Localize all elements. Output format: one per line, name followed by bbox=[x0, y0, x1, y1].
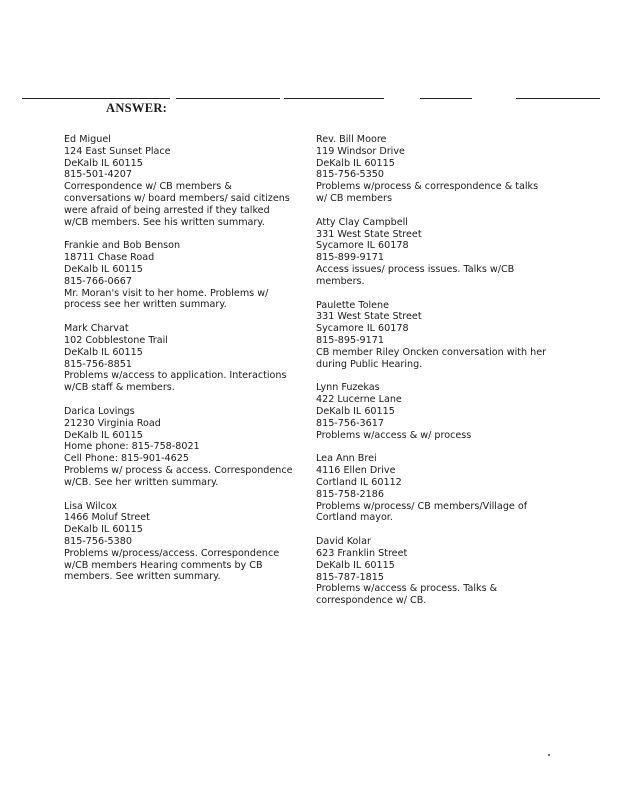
contact-note-line: Correspondence w/ CB members & bbox=[64, 181, 232, 193]
contact-name: Lynn Fuzekas bbox=[316, 382, 380, 394]
contact-note-line: Cortland mayor. bbox=[316, 512, 393, 524]
contact-name: Darica Lovings bbox=[64, 405, 135, 417]
contact-street: 422 Lucerne Lane bbox=[316, 394, 402, 406]
contact-note-line: Access issues/ process issues. Talks w/CB bbox=[316, 263, 515, 275]
contact-note-line: Problems w/ process & access. Correspondence bbox=[64, 464, 293, 476]
contact-city: DeKalb IL 60115 bbox=[64, 157, 143, 169]
contact-entry bbox=[316, 382, 561, 441]
contact-city: DeKalb IL 60115 bbox=[64, 346, 143, 358]
contact-city: DeKalb IL 60115 bbox=[64, 263, 143, 275]
contact-note-line: members. bbox=[316, 275, 365, 287]
header-rule-1 bbox=[22, 98, 170, 99]
contact-name: Paulette Tolene bbox=[316, 299, 390, 311]
contact-street: 18711 Chase Road bbox=[64, 252, 155, 264]
contact-note-line: w/CB staff & members. bbox=[64, 382, 175, 394]
contact-note-line: process see her written summary. bbox=[64, 299, 227, 311]
contact-entry bbox=[64, 406, 304, 489]
contact-note-line: Mr. Moran's visit to her home. Problems w/ bbox=[64, 287, 269, 299]
header-rule-4 bbox=[420, 98, 472, 99]
contact-name: Ed Miguel bbox=[64, 134, 111, 145]
contact-note-line: w/CB members Hearing comments by CB bbox=[64, 559, 263, 571]
contact-city: DeKalb IL 60115 bbox=[316, 157, 395, 169]
contact-entry bbox=[316, 134, 561, 205]
contact-city: DeKalb IL 60115 bbox=[316, 405, 395, 417]
contact-name: Rev. Bill Moore bbox=[316, 134, 387, 145]
contact-city: DeKalb IL 60115 bbox=[316, 559, 395, 571]
contact-note-line: Problems w/access to application. Interactions bbox=[64, 370, 287, 382]
contact-entry bbox=[64, 134, 304, 228]
contact-phone: 815-756-5380 bbox=[64, 535, 132, 547]
contact-name: Atty Clay Campbell bbox=[316, 216, 408, 228]
contact-note-line: w/CB members. See his written summary. bbox=[64, 216, 265, 228]
contact-entry bbox=[64, 501, 304, 584]
header-rule-5 bbox=[516, 98, 600, 99]
contact-phone: 815-895-9171 bbox=[316, 334, 384, 346]
contact-street: 124 East Sunset Place bbox=[64, 145, 171, 157]
contact-phone: 815-899-9171 bbox=[316, 252, 384, 264]
contact-city: Sycamore IL 60178 bbox=[316, 323, 409, 335]
right-column bbox=[316, 134, 561, 619]
contact-note-line: Problems w/process & correspondence & talks bbox=[316, 181, 539, 193]
contact-note-line: were afraid of being arrested if they talked bbox=[64, 204, 270, 216]
contact-street: 1466 Moluf Street bbox=[64, 512, 150, 524]
header-rule-2 bbox=[176, 98, 280, 99]
contact-note-line: Problems w/process/access. Correspondence bbox=[64, 547, 280, 559]
contact-entry bbox=[316, 453, 561, 524]
contact-name: Lea Ann Brei bbox=[316, 453, 377, 465]
contact-phone: 815-758-2186 bbox=[316, 488, 384, 500]
contact-name: Lisa Wilcox bbox=[64, 500, 118, 512]
contact-street: 102 Cobblestone Trail bbox=[64, 334, 168, 346]
contact-note-line: Problems w/access & process. Talks & bbox=[316, 583, 498, 595]
contact-city: Cortland IL 60112 bbox=[316, 476, 402, 488]
contact-note-line: during Public Hearing. bbox=[316, 358, 423, 370]
contact-street: 331 West State Street bbox=[316, 228, 422, 240]
contact-phone: 815-766-0667 bbox=[64, 275, 132, 287]
contact-phone: Cell Phone: 815-901-4625 bbox=[64, 453, 189, 465]
contact-entry bbox=[64, 240, 304, 311]
contact-street: 623 Franklin Street bbox=[316, 547, 408, 559]
contact-name: Mark Charvat bbox=[64, 323, 129, 335]
contact-note-line: Problems w/process/ CB members/Village of bbox=[316, 500, 528, 512]
contact-street: 21230 Virginia Road bbox=[64, 417, 161, 429]
contact-street: 331 West State Street bbox=[316, 311, 422, 323]
contact-entry bbox=[64, 323, 304, 394]
contact-note-line: CB member Riley Oncken conversation with her bbox=[316, 346, 547, 358]
contact-note-line: correspondence w/ CB. bbox=[316, 595, 427, 607]
contact-city: DeKalb IL 60115 bbox=[64, 429, 143, 441]
contact-note-line: w/ CB members bbox=[316, 192, 392, 204]
contact-phone: Home phone: 815-758-8021 bbox=[64, 441, 200, 453]
left-column bbox=[64, 134, 304, 595]
contact-note-line: conversations w/ board members/ said citizens bbox=[64, 192, 290, 204]
contact-name: David Kolar bbox=[316, 536, 371, 548]
header-rule-3 bbox=[284, 98, 384, 99]
contact-name: Frankie and Bob Benson bbox=[64, 240, 181, 252]
contact-phone: 815-501-4207 bbox=[64, 169, 132, 181]
scan-speck bbox=[548, 754, 550, 756]
contact-phone: 815-787-1815 bbox=[316, 571, 384, 583]
contact-phone: 815-756-5350 bbox=[316, 169, 384, 181]
answer-heading: ANSWER: bbox=[106, 101, 168, 115]
contact-note-line: w/CB. See her written summary. bbox=[64, 476, 219, 488]
contact-street: 4116 Ellen Drive bbox=[316, 465, 396, 477]
contact-street: 119 Windsor Drive bbox=[316, 145, 405, 157]
contact-city: DeKalb IL 60115 bbox=[64, 524, 143, 536]
contact-note-line: members. See written summary. bbox=[64, 571, 221, 583]
contact-entry bbox=[316, 300, 561, 371]
contact-phone: 815-756-8851 bbox=[64, 358, 132, 370]
contact-city: Sycamore IL 60178 bbox=[316, 240, 409, 252]
contact-note-line: Problems w/access & w/ process bbox=[316, 429, 472, 441]
contact-entry bbox=[316, 217, 561, 288]
contact-entry bbox=[316, 536, 561, 607]
contact-phone: 815-756-3617 bbox=[316, 417, 384, 429]
